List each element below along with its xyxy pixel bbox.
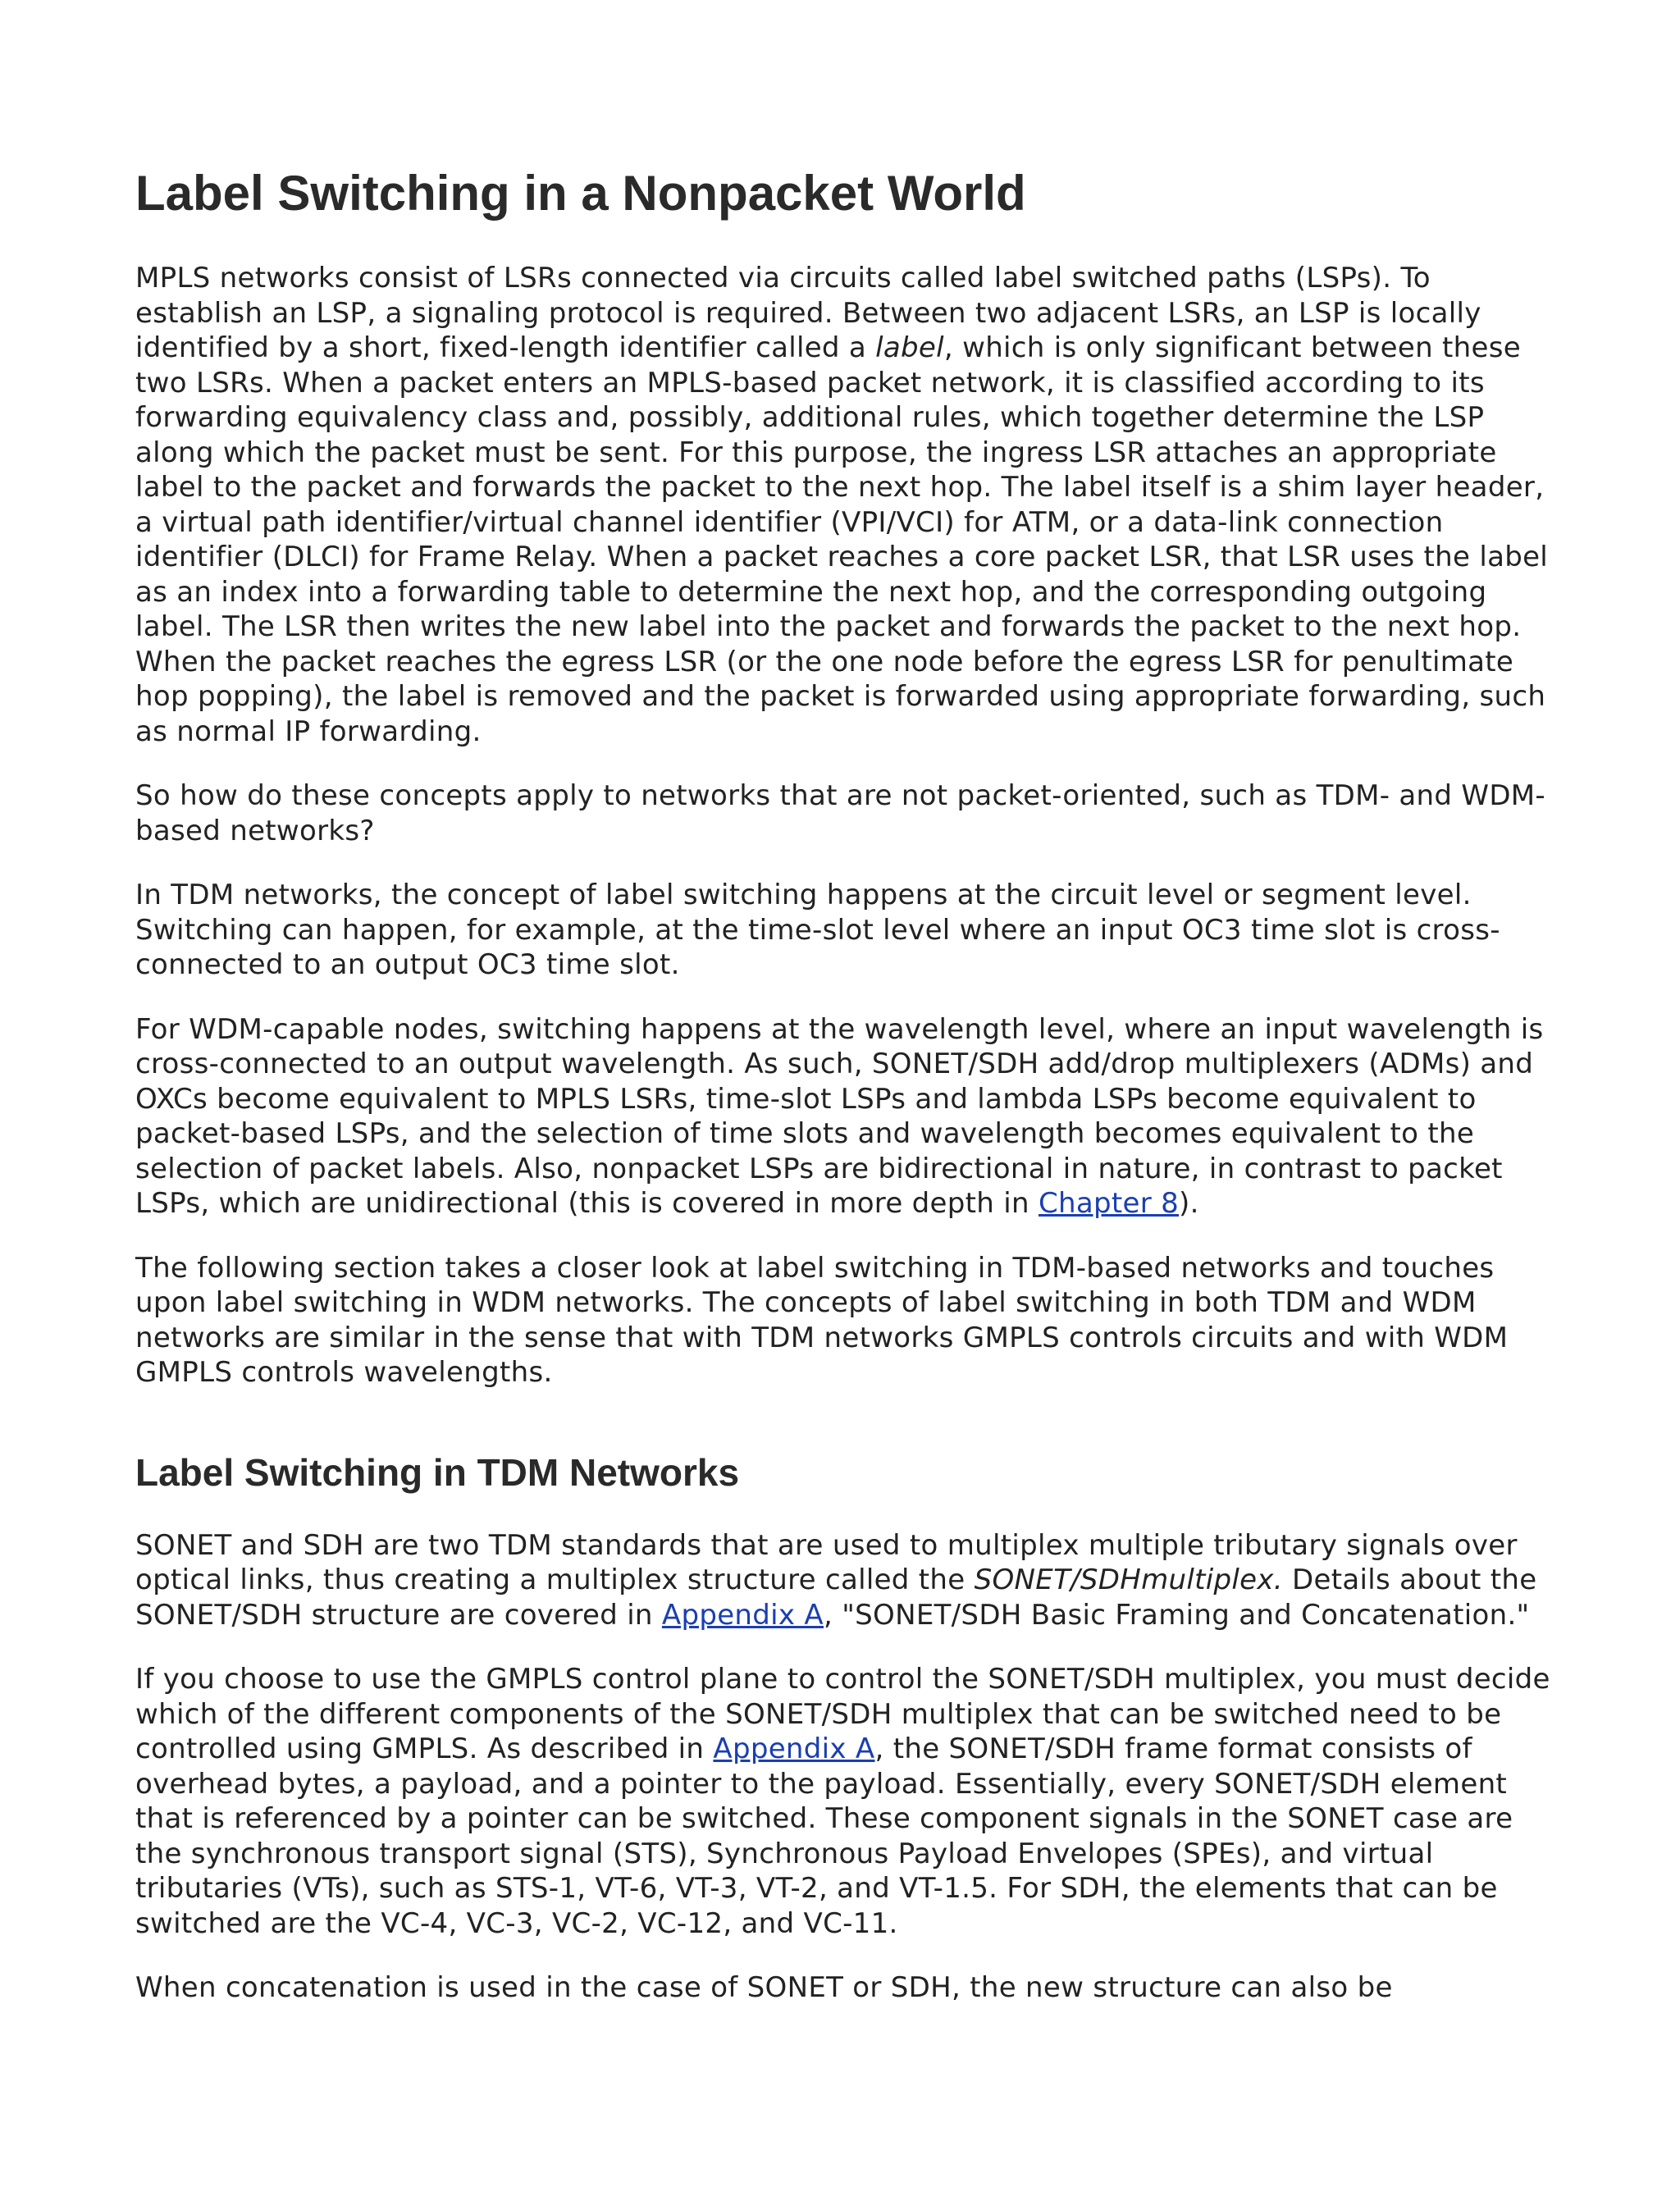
paragraph-following-section: The following section takes a closer look at label switching in TDM-based networks and touches upon label switching in WDM networks. The concepts of label switching in both TDM and WDM networks are similar in the sense that with TDM networks GMPLS controls circuits and with WDM GMPLS controls wavelengths. — [135, 1251, 1509, 1389]
paragraph-text: Details about the SONET/SDH structure are covered in — [135, 1564, 1537, 1632]
paragraph-concatenation: When concatenation is used in the case of SONET or SDH, the new structure can also be — [135, 1971, 1393, 2004]
paragraph-text: , "SONET/SDH Basic Framing and Concatenation." — [824, 1598, 1530, 1632]
paragraph-mpls-overview — [135, 261, 1550, 749]
page-title: Label Switching in a Nonpacket World — [135, 166, 1026, 221]
paragraph-tdm-switching: In TDM networks, the concept of label switching happens at the circuit level or segment level. Switching can happen, for example, at the time-slot level where an input OC3 time slot is cross-connected to an output OC3 time slot. — [135, 879, 1500, 981]
paragraph-text: , the SONET/SDH frame format consists of overhead bytes, a payload, and a pointer to the payload. Essentially, every SONET/SDH element that is referenced by a pointer can be switched. These component signals in the SONET case are the synchronous transport signal (STS), Synchronous Payload Envelopes (SPEs), and virtual tributaries (VTs), such as STS-1, VT-6, VT-3, VT-2, and VT-1.5. For SDH, the elements that can be switched are the VC-4, VC-3, VC-2, VC-12, and VC-11. — [135, 1732, 1513, 1940]
chapter-8-link[interactable]: Chapter 8 — [1038, 1187, 1180, 1220]
paragraph-text: , which is only significant between these two LSRs. When a packet enters an MPLS-based packet network, it is classified according to its forwarding equivalency class and, possibly, additional rules, which together determine the LSP along which the packet must be sent. For this purpose, the ingress LSR attaches an appropriate label to the packet and forwards the packet to the next hop. The label itself is a shim layer header, a virtual path identifier/virtual channel identifier (VPI/VCI) for ATM, or a data-link connection identifier (DLCI) for Frame Relay. When a packet reaches a core packet LSR, that LSR uses the label as an index into a forwarding table to determine the next hop, and the corresponding outgoing label. The LSR then writes the new label into the packet and forwards the packet to the next hop. When the packet reaches the egress LSR (or the one node before the egress LSR for penultimate hop popping), the label is removed and the packet is forwarded using appropriate forwarding, such as normal IP forwarding. — [135, 331, 1549, 748]
appendix-a-link[interactable]: Appendix A — [661, 1598, 824, 1632]
paragraph-gmpls-control — [135, 1662, 1550, 1941]
paragraph-wdm-switching — [135, 1012, 1550, 1221]
paragraph-text: MPLS networks consist of LSRs connected via circuits called label switched paths (LSPs). To establish an LSP, a signaling protocol is required. Between two adjacent LSRs, an LSP is locally identified by a short, fixed-length identifier called a — [135, 262, 1481, 364]
document-page — [135, 164, 1550, 2035]
paragraph-nonpacket-question: So how do these concepts apply to networks that are not packet-oriented, such as TDM- and WDM-based networks? — [135, 779, 1546, 847]
paragraph-text: If you choose to use the GMPLS control plane to control the SONET/SDH multiplex, you must decide which of the different components of the SONET/SDH multiplex that can be switched need to be controlled using GMPLS. As described in — [135, 1663, 1550, 1765]
paragraph-text: SONET and SDH are two TDM standards that are used to multiplex multiple tributary signals over optical links, thus creating a multiplex structure called the — [135, 1528, 1518, 1596]
paragraph-text: ). — [1179, 1187, 1199, 1220]
emphasis-label: label — [875, 331, 944, 364]
paragraph-sonet-sdh — [135, 1528, 1550, 1633]
appendix-a-link[interactable]: Appendix A — [713, 1732, 875, 1765]
emphasis-multiplex: SONET/SDHmultiplex. — [974, 1564, 1283, 1596]
section-heading: Label Switching in TDM Networks — [135, 1450, 740, 1494]
paragraph-text: For WDM-capable nodes, switching happens at the wavelength level, where an input wavelength is cross-connected to an output wavelength. As such, SONET/SDH add/drop multiplexers (ADMs) and OXCs become equivalent to MPLS LSRs, time-slot LSPs and lambda LSPs become equivalent to packet-based LSPs, and the selection of time slots and wavelength becomes equivalent to the selection of packet labels. Also, nonpacket LSPs are bidirectional in nature, in contrast to packet LSPs, which are unidirectional (this is covered in more depth in — [135, 1012, 1544, 1220]
